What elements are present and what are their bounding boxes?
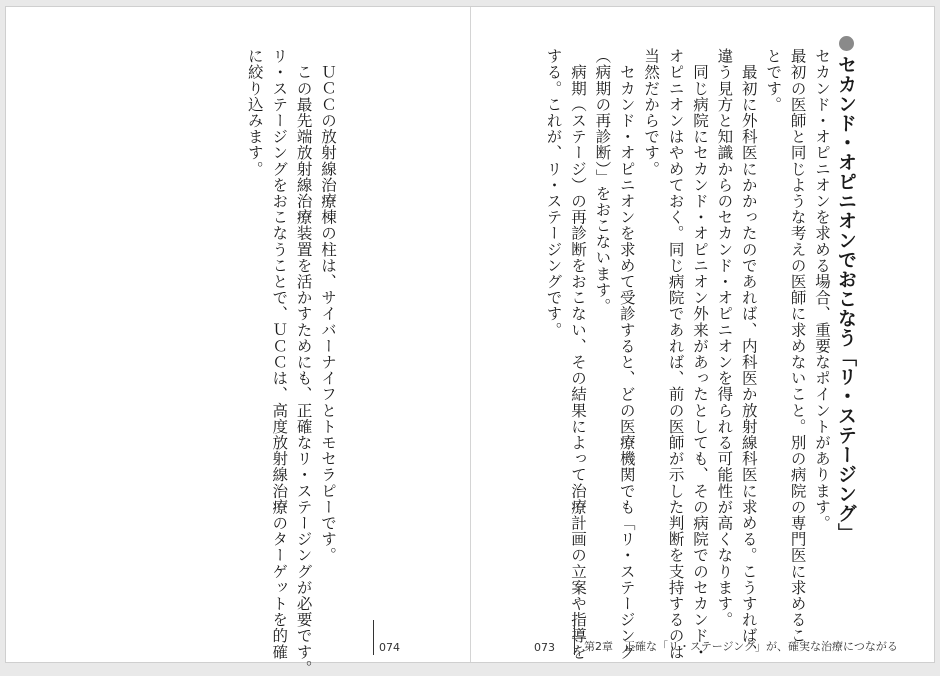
text-line: する。これが、リ・ステージングです。 bbox=[541, 48, 565, 608]
text-line: オピニオンはやめておく。同じ病院であれば、前の医師が示した判断を支持するのは bbox=[663, 48, 687, 608]
right-page-body bbox=[541, 48, 834, 608]
text-line: 病期（ステージ）の再診断をおこない、その結果によって治療計画の立案や指導を bbox=[566, 48, 590, 608]
text-line: 違う見方と知識からのセカンド・オピニオンを得られる可能性が高くなります。 bbox=[712, 48, 736, 608]
bullet-icon bbox=[839, 36, 854, 51]
text-line: 最初に外科医にかかったのであれば、内科医か放射線科医に求める。こうすれば、 bbox=[736, 48, 760, 608]
text-line: この最先端放射線治療装置を活かすためにも、正確なリ・ステージングが必要です。 bbox=[291, 48, 315, 608]
text-line: （病期の再診断）」をおこないます。 bbox=[590, 48, 614, 608]
text-line: とです。 bbox=[761, 48, 785, 608]
text-line: 最初の医師と同じような考えの医師に求めないこと。別の病院の専門医に求めるこ bbox=[785, 48, 809, 608]
footer-divider bbox=[373, 620, 374, 655]
section-heading-text: セカンド・オピニオンでおこなう「リ・ステージング」 bbox=[835, 55, 857, 543]
text-line: 同じ病院にセカンド・オピニオン外来があったとしても、その病院でのセカンド・ bbox=[688, 48, 712, 608]
left-page-body bbox=[242, 48, 340, 608]
text-line: リ・ステージングをおこなうことで、ＵＣＣは、高度放射線治療のターゲットを的確 bbox=[267, 48, 291, 608]
section-heading bbox=[833, 36, 860, 543]
page-gutter bbox=[470, 7, 471, 662]
footer-divider bbox=[574, 620, 575, 655]
text-line: ＵＣＣの放射線治療棟の柱は、サイバーナイフとトモセラピーです。 bbox=[316, 48, 340, 608]
text-line: セカンド・オピニオンを求めて受診すると、どの医療機関でも「リ・ステージング bbox=[614, 48, 638, 608]
right-page-number: 073 bbox=[534, 641, 555, 654]
text-line: に絞り込みます。 bbox=[242, 48, 266, 608]
chapter-running-title: 第2章 正確な「リ・ステージング」が、確実な治療につながる bbox=[584, 638, 898, 654]
text-line: 当然だからです。 bbox=[639, 48, 663, 608]
text-line: セカンド・オピニオンを求める場合、重要なポイントがあります。 bbox=[810, 48, 834, 608]
left-page-number: 074 bbox=[379, 641, 400, 654]
